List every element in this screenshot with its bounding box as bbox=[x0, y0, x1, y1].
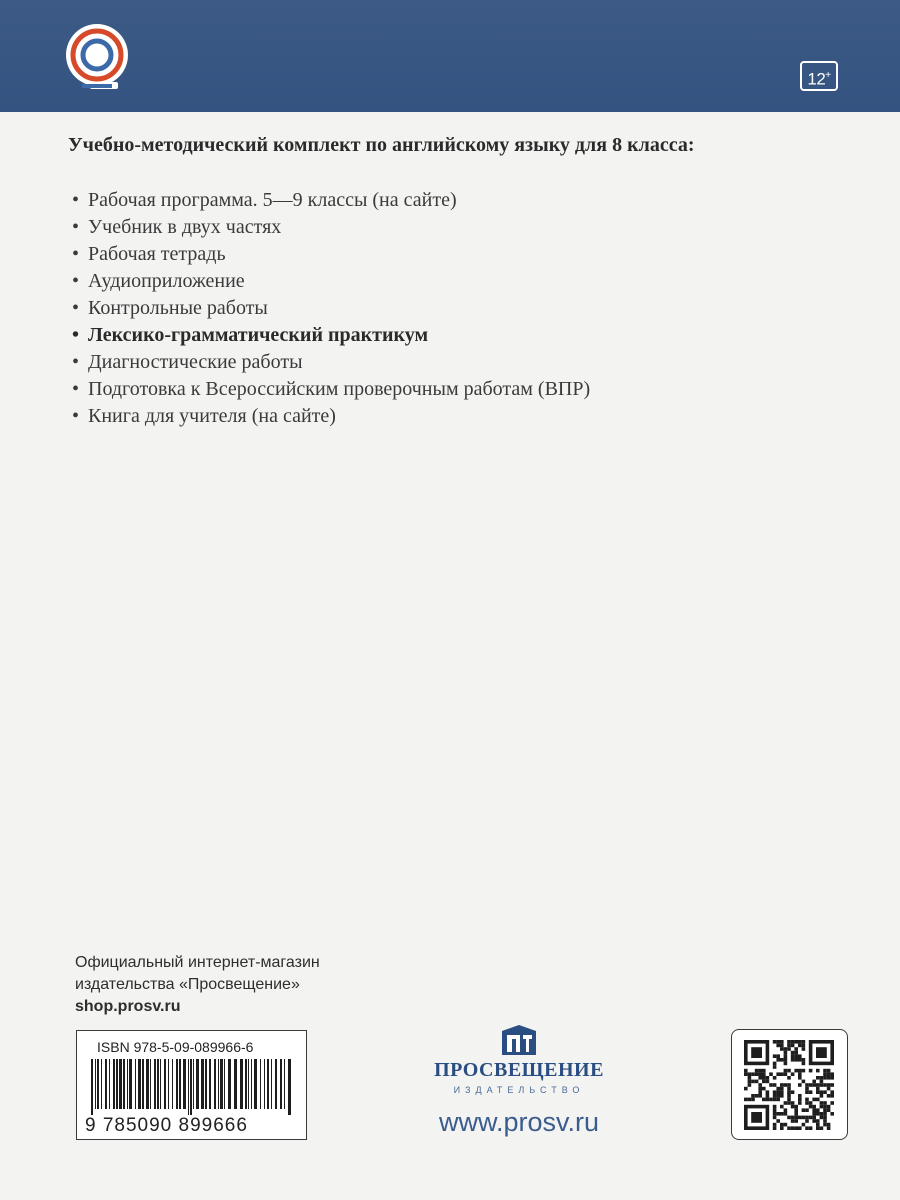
kit-list bbox=[72, 187, 590, 430]
list-item bbox=[72, 403, 590, 430]
bullet: • bbox=[72, 405, 80, 427]
kit-heading: Учебно-методический комплект по английскому языку для 8 класса: bbox=[68, 134, 695, 156]
bullet: • bbox=[72, 351, 80, 373]
isbn-number: ISBN 978-5-09-089966-6 bbox=[97, 1039, 254, 1055]
bullet: • bbox=[72, 189, 80, 211]
shop-line-1: Официальный интернет-магазин bbox=[75, 954, 320, 971]
list-item bbox=[72, 187, 590, 214]
publisher-website-link[interactable]: www.prosv.ru bbox=[438, 1107, 600, 1137]
qr-code-icon bbox=[744, 1040, 834, 1130]
qr-code[interactable] bbox=[731, 1029, 848, 1140]
list-item bbox=[72, 376, 590, 403]
header-band bbox=[0, 0, 900, 112]
shop-url-link[interactable]: shop.prosv.ru bbox=[75, 998, 181, 1015]
barcode-digits: 9 785090 899666 bbox=[85, 1115, 248, 1136]
list-item-label: Учебник в двух частях bbox=[88, 216, 282, 238]
publisher-name: ПРОСВЕЩЕНИЕ bbox=[434, 1059, 604, 1081]
publisher-block bbox=[418, 1023, 618, 1143]
age-rating-badge bbox=[800, 61, 838, 91]
bullet: • bbox=[72, 270, 80, 292]
publisher-logo-icon bbox=[498, 1023, 540, 1057]
bullet: • bbox=[72, 324, 80, 346]
publisher-subtitle: ИЗДАТЕЛЬСТВО bbox=[453, 1085, 585, 1095]
isbn-barcode bbox=[76, 1030, 307, 1140]
list-item-label: Диагностические работы bbox=[88, 351, 303, 373]
list-item-label: Рабочая программа. 5—9 классы (на сайте) bbox=[88, 189, 457, 211]
bullet: • bbox=[72, 378, 80, 400]
list-item bbox=[72, 349, 590, 376]
list-item bbox=[72, 295, 590, 322]
shop-info bbox=[75, 952, 320, 1018]
series-logo-icon bbox=[62, 20, 132, 94]
shop-line-2: издательства «Просвещение» bbox=[75, 976, 300, 993]
list-item-label: Рабочая тетрадь bbox=[88, 243, 226, 265]
bullet: • bbox=[72, 297, 80, 319]
list-item-highlighted bbox=[72, 322, 590, 349]
bullet: • bbox=[72, 243, 80, 265]
list-item-label: Аудиоприложение bbox=[88, 270, 245, 292]
list-item-label: Подготовка к Всероссийским проверочным работам (ВПР) bbox=[88, 378, 591, 400]
list-item-label: Контрольные работы bbox=[88, 297, 268, 319]
bullet: • bbox=[72, 216, 80, 238]
age-rating-suffix: + bbox=[825, 70, 831, 81]
age-rating-value: 12 bbox=[807, 69, 826, 89]
list-item bbox=[72, 214, 590, 241]
list-item-label: Лексико-грамматический практикум bbox=[88, 324, 429, 346]
barcode-bars-icon bbox=[89, 1059, 295, 1115]
list-item-label: Книга для учителя (на сайте) bbox=[88, 405, 336, 427]
list-item bbox=[72, 268, 590, 295]
list-item bbox=[72, 241, 590, 268]
